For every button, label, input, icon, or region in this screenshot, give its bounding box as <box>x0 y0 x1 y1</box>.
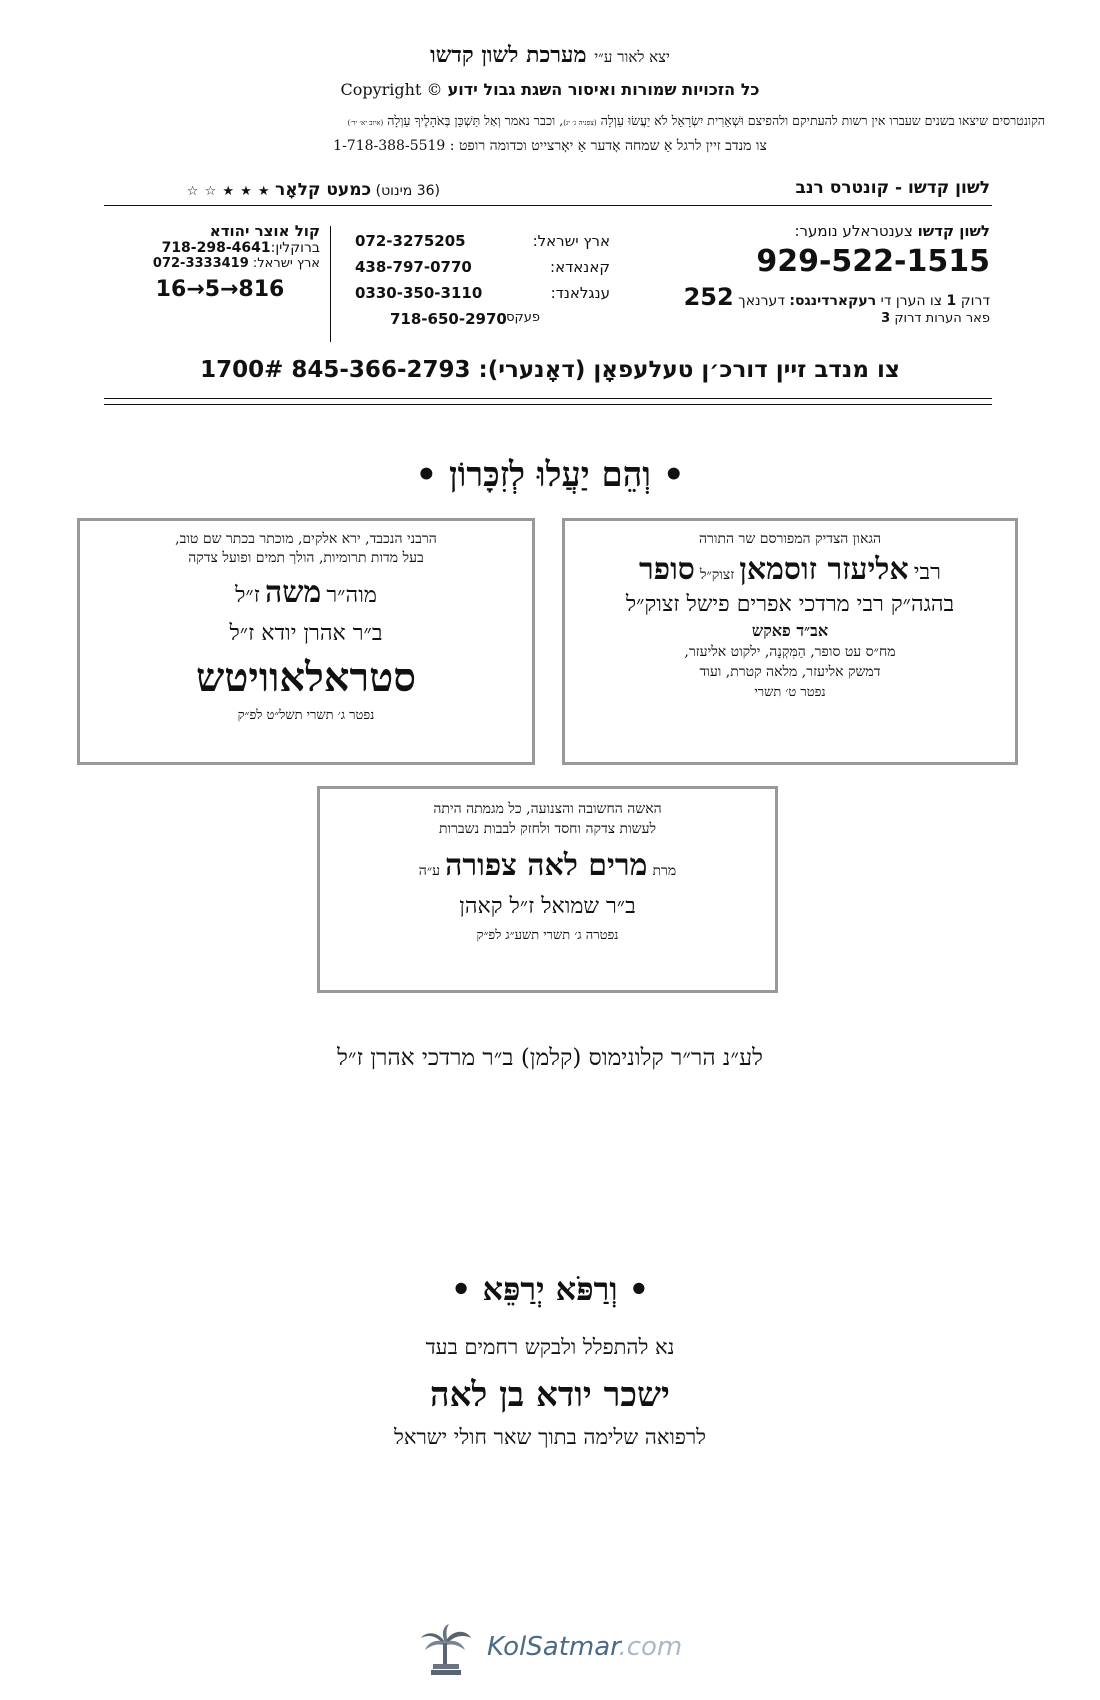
logo-suffix: .com <box>618 1632 683 1662</box>
box2-line-1: הרבני הנכבד, ירא אלקים, מוכתר בכתר שם טוב, <box>175 531 437 547</box>
box1-line-5: מח״ס עט סופר, הַמִּקְנָה, ילקוט אליעזר, <box>684 644 896 660</box>
press-bold: רעקארדינגס: <box>789 293 877 309</box>
logo-text <box>487 1632 682 1662</box>
phones-divider <box>330 226 331 342</box>
box1-line-4: אב״ד פאקש <box>751 621 829 640</box>
double-rule-2 <box>104 404 992 405</box>
kol-brooklyn-label: ברוקלין: <box>270 240 320 256</box>
press-mid: צו הערן די <box>880 293 943 309</box>
healing-name: ישכר יודא בן לאה <box>430 1375 670 1415</box>
kol-israel-number[interactable]: 072-3333419 <box>152 256 249 271</box>
box1-title: רבי <box>913 560 941 585</box>
phone-row-fax <box>345 310 610 336</box>
central-subtitle: צענטראלע נומער: <box>794 222 913 240</box>
rights-text: כל הזכויות שמורות ואיסור השגת גבול ידוע <box>447 80 760 99</box>
kol-code: 16→5→816 <box>155 277 285 302</box>
press-suffix: דערנאך <box>738 293 785 309</box>
box3-title: מרת <box>652 863 677 879</box>
box2-line-6: נפטר ג׳ תשרי תשל״ט לפ״ק <box>237 708 375 723</box>
rights-line <box>0 80 1100 99</box>
phone-row-canada <box>345 258 610 284</box>
kol-brooklyn-number[interactable]: 718-298-4641 <box>161 240 271 256</box>
box3-honorific: ע״ה <box>418 863 441 879</box>
press-prefix: דרוק <box>960 293 990 309</box>
press-key: 1 <box>946 293 957 309</box>
healing-line-1: נא להתפלל ולבקש רחמים בעד <box>425 1335 675 1359</box>
warning-ref-1: (צפניה ג׳ יג) <box>563 119 597 127</box>
header-divider <box>104 205 992 206</box>
box2-line-4: ב״ר אהרן יודא ז״ל <box>229 621 383 646</box>
box2-line-3 <box>80 575 532 610</box>
box2-line-2: בעל מדות תרומיות, הולך תמים ופועל צדקה <box>188 550 424 566</box>
box1-surname: סופר <box>639 552 695 587</box>
warning-text: הקונטרסים שיצאו בשנים שעברו אין רשות להעתיקם ולהפיצם וּשְׁאֵרִית יִשְׂרָאֵל לֹא יַעֲשׂוּ עַוְלָה <box>600 113 1045 128</box>
fax-number[interactable]: 718-650-2970 <box>390 310 507 328</box>
box2-title: מוה״ר <box>326 583 377 608</box>
phone-label: ארץ ישראל: <box>532 232 610 250</box>
box1-honorific: זצוק״ל <box>699 567 735 583</box>
memorial-box-miriam <box>317 786 778 993</box>
kol-israel-label: ארץ ישראל: <box>252 256 320 271</box>
donate-line[interactable]: צו מנדב זיין דורכ׳ן טעלעפאָן (דאָנערי): 845-366-2793 1700# <box>200 357 900 383</box>
central-number-block <box>655 222 990 326</box>
phone-label: קאנאדא: <box>550 258 610 276</box>
box2-surname: סטראלאוויטש <box>195 654 417 701</box>
healing-heading: • וְרַפֹּא יְרַפֵּא • <box>450 1270 650 1308</box>
copyright-text: Copyright © <box>340 80 443 99</box>
memorial-heading: • וְהֵם יַעֲלוּ לְזִכָּרוֹן • <box>415 455 685 495</box>
rating-label: כמעט קלאָר <box>275 180 372 200</box>
warning-ref-2: (איוב יא׳ יד׳) <box>347 119 384 127</box>
box1-line-7: נפטר ט׳ תשרי <box>754 685 826 700</box>
rating-minutes: (36 מינוט) <box>375 183 440 199</box>
kol-otzar-block <box>120 222 320 302</box>
phone-row-israel <box>345 232 610 258</box>
rating <box>110 180 440 200</box>
logo-name: KolSatmar <box>487 1632 619 1662</box>
central-title: לשון קדשו <box>917 222 990 240</box>
box2-name: משה <box>265 575 322 610</box>
palm-tree-icon <box>415 1620 475 1680</box>
rating-stars-icon: ★ ★ ★ ☆ ☆ <box>186 184 271 199</box>
box3-line-5: נפטרה ג׳ תשרי תשע״ג לפ״ק <box>476 928 619 943</box>
publisher-prefix: יצא לאור ע״י <box>594 48 670 66</box>
publisher-line <box>0 42 1100 68</box>
copy-warning <box>55 113 1045 129</box>
kol-title: קול אוצר יהודא <box>209 222 320 240</box>
box1-line-3: בהגה״ק רבי מרדכי אפרים פישל זצוק״ל <box>625 592 955 617</box>
regional-phones <box>345 232 610 336</box>
warning-text-2: , וכבר נאמר וְאַל תַּשְׁכֵּן בְּאֹהָלֶיךָ עַוְלָה <box>387 113 564 128</box>
phone-label: פעקס: <box>501 310 540 325</box>
memorial-box-rabbi <box>562 518 1018 765</box>
central-phone-number[interactable]: 929-522-1515 <box>756 244 990 279</box>
pamphlet-title: לשון קדשו - קונטרס רנב <box>795 178 990 198</box>
double-rule-1 <box>104 398 992 399</box>
box3-line-4: ב״ר שמואל ז״ל קאהן <box>459 894 636 919</box>
donation-occasion-line: צו מנדב זיין לרגל אַ שמחה אָדער אַ יאָרצייט וכדומה רופט : 1-718-388-5519 <box>333 138 767 154</box>
box1-line-6: דמשק אליעזר, מלאה קטרת, ועוד <box>699 664 881 680</box>
healing-line-3: לרפואה שלימה בתוך שאר חולי ישראל <box>394 1425 706 1449</box>
box3-line-1: האשה החשובה והצנועה, כל מגמתה היתה <box>433 801 662 817</box>
publisher-name: מערכת לשון קדשו <box>430 42 587 68</box>
box1-line-2 <box>565 552 1015 587</box>
box1-line-1: הגאון הצדיק המפורסם שר התורה <box>698 531 882 547</box>
memorial-box-moshe <box>77 518 535 765</box>
phone-label: ענגלאנד: <box>550 284 610 302</box>
box2-honorific: ז״ל <box>235 583 260 608</box>
phone-number[interactable]: 0330-350-3110 <box>355 284 483 302</box>
box3-name: מרים לאה צפורה <box>445 848 648 883</box>
phone-number[interactable]: 072-3275205 <box>355 232 466 250</box>
notes-key: 3 <box>881 311 891 326</box>
box3-line-2: לעשות צדקה וחסד ולחזק לבבות נשברות <box>438 821 657 837</box>
notes-text: פאר הערות דרוק <box>894 311 990 326</box>
phone-number[interactable]: 438-797-0770 <box>355 258 472 276</box>
box3-line-3 <box>320 848 775 883</box>
memorial-dedication: לע״נ הר״ר קלונימוס (קלמן) ב״ר מרדכי אהרן ז״ל <box>337 1045 763 1071</box>
phone-row-england <box>345 284 610 310</box>
kolsatmar-logo[interactable] <box>415 1620 715 1680</box>
box1-name: אליעזר זוסמאן <box>739 552 909 587</box>
press-number: 252 <box>683 283 734 311</box>
